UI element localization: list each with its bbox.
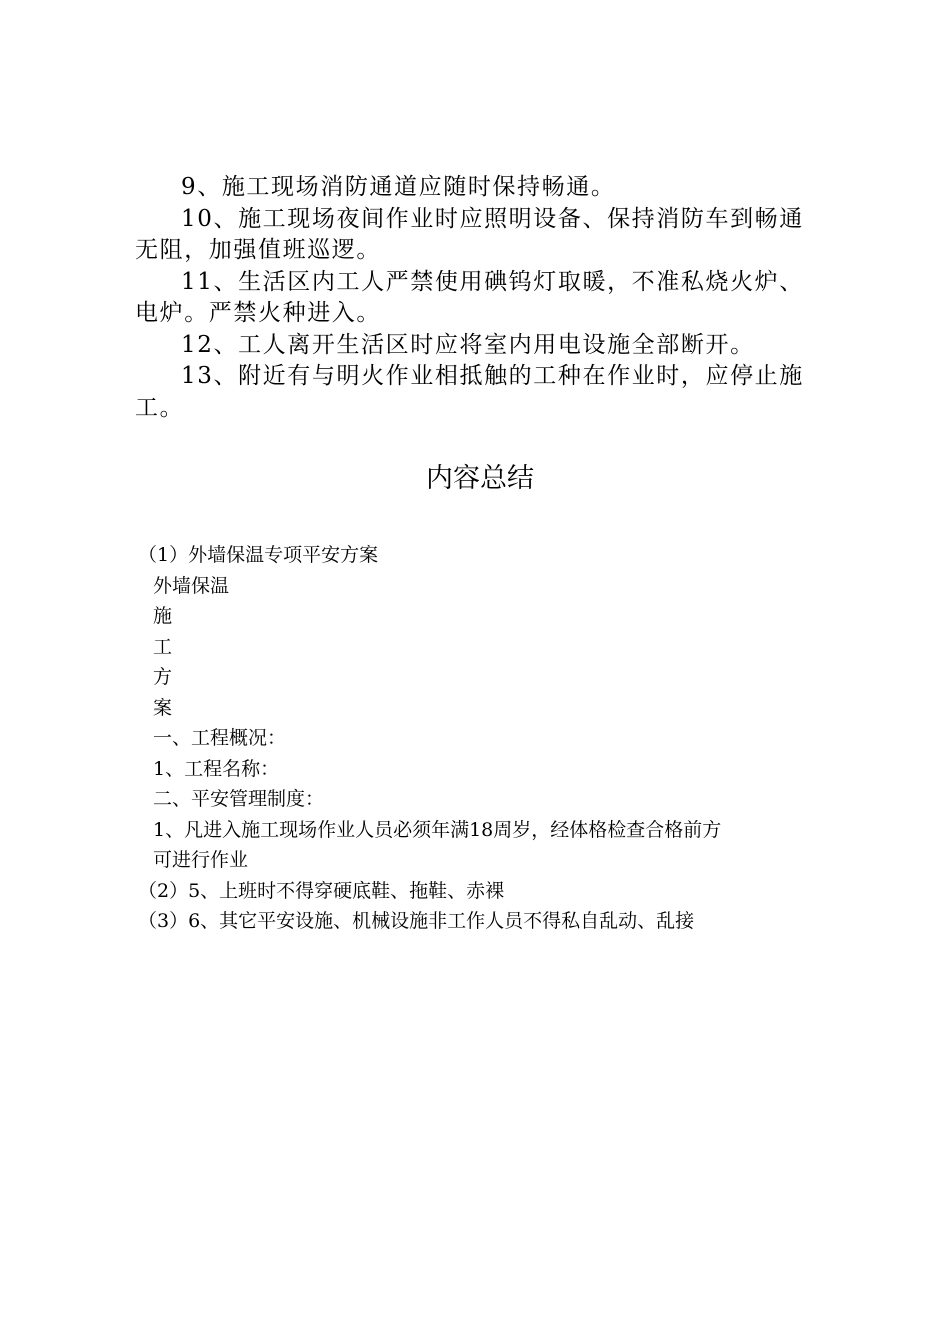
summary-line: 外墙保温 bbox=[153, 574, 230, 597]
summary-item-2: （2）5、上班时不得穿硬底鞋、拖鞋、赤裸 bbox=[138, 879, 505, 902]
summary-line: 施 bbox=[153, 605, 173, 627]
paragraph-10: 10、施工现场夜间作业时应照明设备、保持消防车到畅通无阻，加强值班巡逻。 bbox=[135, 205, 804, 263]
summary-title: 内容总结 bbox=[426, 463, 534, 494]
summary-line: 工 bbox=[153, 635, 173, 658]
summary-line: 1、工程名称： bbox=[153, 757, 280, 780]
summary-line: 一、工程概况： bbox=[153, 727, 287, 749]
paragraph-11: 11、生活区内工人严禁使用碘钨灯取暖，不准私烧火炉、电炉。严禁火种进入。 bbox=[135, 268, 804, 326]
summary-item-3: （3）6、其它平安设施、机械设施非工作人员不得私自乱动、乱接 bbox=[138, 910, 695, 932]
summary-line: 案 bbox=[153, 696, 173, 719]
summary-line: 二、平安管理制度： bbox=[153, 788, 325, 810]
paragraph-9: 9、施工现场消防通道应随时保持畅通。 bbox=[181, 174, 616, 200]
summary-section bbox=[138, 540, 838, 937]
summary-item-1: （1）外墙保温专项平安方案 bbox=[138, 544, 379, 566]
summary-rule-1-line-1: 1、凡进入施工现场作业人员必须年满18周岁，经体格检查合格前方 bbox=[153, 818, 722, 841]
body-text bbox=[135, 172, 825, 424]
summary-rule-1-line-2: 可进行作业 bbox=[153, 849, 249, 871]
summary-line: 方 bbox=[153, 666, 173, 688]
paragraph-13: 13、附近有与明火作业相抵触的工种在作业时，应停止施工。 bbox=[135, 363, 804, 421]
paragraph-12: 12、工人离开生活区时应将室内用电设施全部断开。 bbox=[181, 331, 755, 358]
